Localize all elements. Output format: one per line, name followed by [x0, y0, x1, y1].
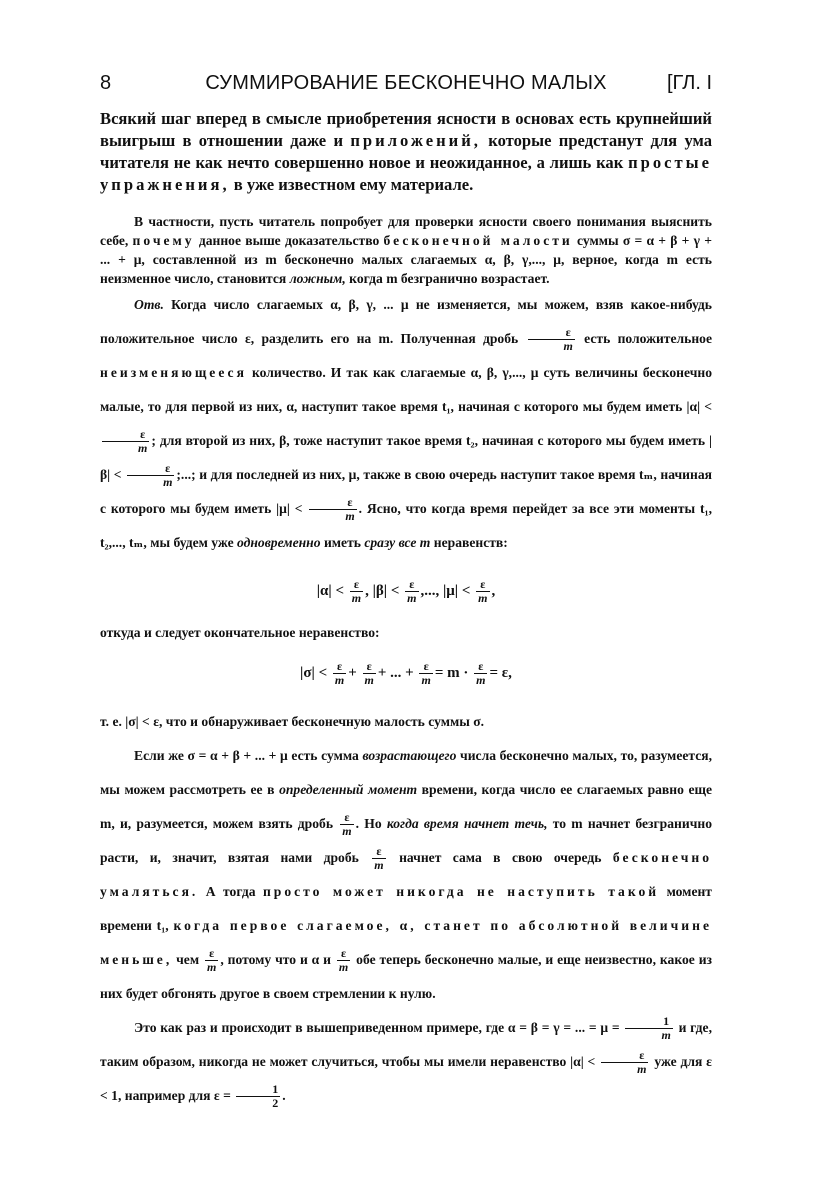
intro-paragraph: Всякий шаг вперед в смысле приобретения ясности в основах есть крупнейший выигрыш в отношении даже и приложений, которые предстанут для ума читателя не как нечто совершенно новое и неожиданное, а лишь как простые упражнения, в уже известном ему материале.	[100, 109, 713, 194]
running-title: СУММИРОВАНИЕ БЕСКОНЕЧНО МАЛЫХ	[205, 72, 607, 94]
inequalities-display: |α| < $\frac{\varepsilon}{m}$ , |β| < $\frac{\varepsilon}{m}$ ,..., |μ| < $\frac{\varepsilon}{m}$ ,	[316, 577, 496, 605]
fraction: $\frac{\varepsilon}{m}$	[102, 428, 149, 455]
fraction: $\frac{\varepsilon}{m}$	[309, 496, 356, 523]
final-inequality-display: |σ| < $\frac{\varepsilon}{m}$ + $\frac{\varepsilon}{m}$ + ... + $\frac{\varepsilon}{m}$ = m · $\frac{\varepsilon}{m}$ = ε,	[300, 659, 512, 687]
transition-line: откуда и следует окончательное неравенство:	[100, 625, 380, 640]
answer-label: Отв.	[134, 297, 164, 312]
page-number: 8	[100, 72, 112, 94]
running-header	[100, 72, 712, 100]
answer-paragraph: Отв. Когда число слагаемых α, β, γ, ... μ не изменяется, мы можем, взяв какое-нибудь положительное число ε, разделить его на m. Полученная дробь $\frac{\varepsilon}{m}$ есть положительное неизменяющееся количество. И так как слагаемые α, β, γ,..., μ суть величины бесконечно малые, то для первой из них, α, наступит такое время t₁, начиная с которого мы будем иметь |α| < $\frac{\varepsilon}{m}$ ; для второй из них, β, тоже наступит такое время t₂, начиная с которого мы будем иметь |β| < $\frac{\varepsilon}{m}$ ;...; и для последней из них, μ, также в свою очередь наступит такое время tₘ, начиная с которого мы будем иметь |μ| < $\frac{\varepsilon}{m}$ . Ясно, что когда время перейдет за все эти моменты t₁, t₂,..., tₘ, мы будем уже одновременно иметь сразу все m неравенств:	[100, 297, 712, 550]
discussion-paragraph: т. е. |σ| < ε, что и обнаруживает бесконечную малость суммы σ. Если же σ = α + β + ... + μ есть сумма возрастающего числа бесконечно малых, то, разумеется, мы можем рассмотреть ее в определенный момент времени, когда число ее слагаемых равно еще m, и, разумеется, можем взять дробь $\frac{\varepsilon}{m}$ . Но когда время начнет течь, то m начнет безгранично расти, и, значит, взятая нами дробь $\frac{\varepsilon}{m}$ начнет сама в свою очередь бесконечно умаляться. А тогда просто может никогда не наступить такой момент времени t₁, когда первое слагаемое, α, станет по абсолютной величине меньше, чем $\frac{\varepsilon}{m}$ , потому что и α и $\frac{\varepsilon}{m}$ обе теперь бесконечно малые, и еще неизвестно, какое из них будет обгонять другое в своем стремлении к нулю.	[100, 714, 713, 1001]
chapter-label: [ГЛ. I	[666, 72, 712, 94]
page-body	[100, 108, 712, 1113]
fraction: $\frac{\varepsilon}{m}$	[528, 326, 575, 353]
exercise-paragraph: В частности, пусть читатель попробует для проверки ясности своего понимания выяснить себе, почему данное выше доказательство бесконечной малости суммы σ = α + β + γ + ... + μ, составленной из m бесконечно малых слагаемых α, β, γ,..., μ, верное, когда m есть неизменное число, становится ложным, когда m безгранично возрастает.	[100, 214, 713, 286]
fraction: $\frac{\varepsilon}{m}$	[127, 462, 174, 489]
example-paragraph: Это как раз и происходит в вышеприведенном примере, где α = β = γ = ... = μ = $\frac{1}{m}$ и где, таким образом, никогда не может случиться, чтобы мы имели неравенство |α| < $\frac{\varepsilon}{m}$ уже для ε < 1, например для ε = $\frac{1}{2}$ .	[100, 1014, 712, 1111]
